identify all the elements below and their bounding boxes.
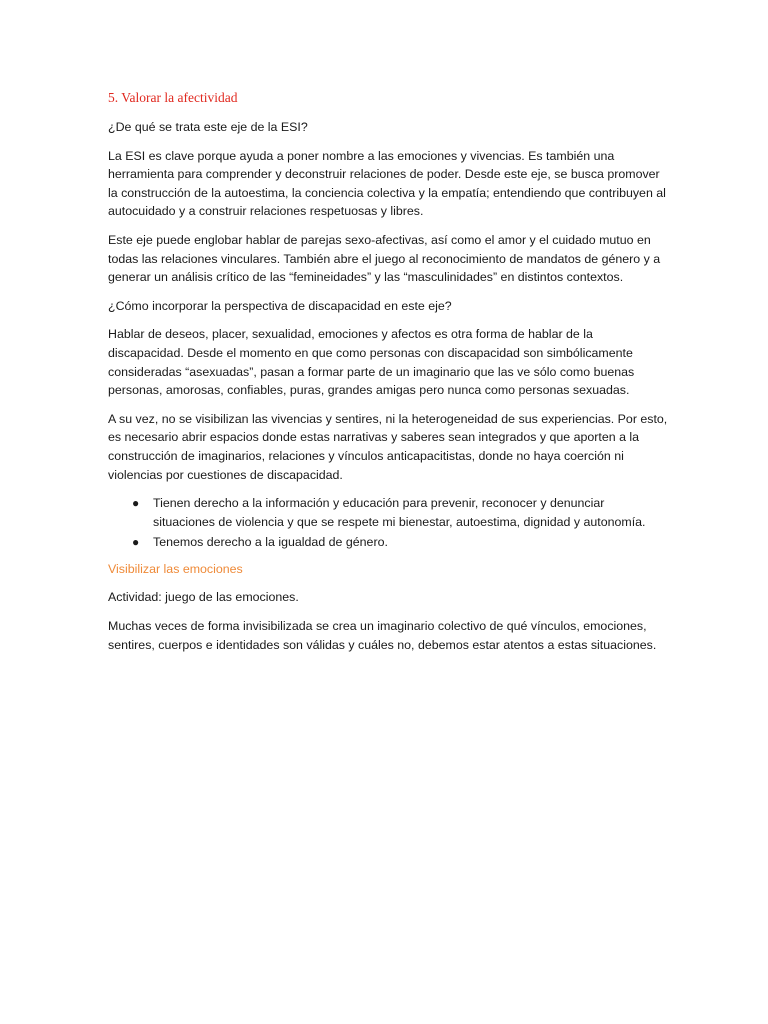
activity-line: Actividad: juego de las emociones. — [108, 590, 299, 605]
paragraph-esi-key: La ESI es clave porque ayuda a poner nombre a las emociones y vivencias. Es también una herramienta para comprender y deconstruir relaciones de poder. Desde este eje, se busca promover la construcción de la autoestima, la conciencia colectiva y la empatía; entendiendo que contribuyen al autocuidado y a construir relaciones respetuosas y libres. — [108, 148, 666, 219]
subheading-emotions: Visibilizar las emociones — [108, 561, 243, 576]
document-page — [108, 88, 668, 664]
paragraph-invisibilized: Muchas veces de forma invisibilizada se crea un imaginario colectivo de qué vínculos, emociones, sentires, cuerpos e identidades son válidas y cuáles no, debemos estar atentos a estas situaciones. — [108, 619, 657, 652]
list-item-text: Tenemos derecho a la igualdad de género. — [153, 535, 388, 550]
paragraph-desire-disability: Hablar de deseos, placer, sexualidad, emociones y afectos es otra forma de hablar de la discapacidad. Desde el momento en que como personas con discapacidad son simbólicamente consideradas “asexuadas”, pasan a formar parte de un imaginario que las ve sólo como buenas personas, amorosas, confiables, puras, grandes amigas pero nunca como personas sexuadas. — [108, 327, 635, 398]
section-title: 5. Valorar la afectividad — [108, 90, 238, 105]
bullet-icon: ● — [132, 535, 140, 550]
paragraph-visibility: A su vez, no se visibilizan las vivencias y sentires, ni la heterogeneidad de sus experiencias. Por esto, es necesario abrir espacios donde estas narrativas y saberes sean integrados y que aporten a la construcción de imaginarios, relaciones y vínculos anticapacitistas, donde no haya coerción ni violencias por cuestiones de discapacidad. — [108, 411, 668, 482]
rights-list — [108, 494, 668, 552]
list-item — [108, 533, 668, 552]
list-item-text: Tienen derecho a la información y educación para prevenir, reconocer y denunciar situaciones de violencia y que se respete mi bienestar, autoestima, dignidad y autonomía. — [153, 496, 646, 529]
list-item — [108, 494, 668, 531]
question-what-is-axis: ¿De qué se trata este eje de la ESI? — [108, 120, 308, 134]
question-disability-perspective: ¿Cómo incorporar la perspectiva de discapacidad en este eje? — [108, 298, 452, 313]
bullet-icon: ● — [132, 496, 140, 511]
paragraph-axis-scope: Este eje puede englobar hablar de parejas sexo-afectivas, así como el amor y el cuidado mutuo en todas las relaciones vinculares. También abre el juego al reconocimiento de mandatos de género y a generar un análisis crítico de las “femineidades” y las “masculinidades” en distintos contextos. — [108, 232, 661, 285]
